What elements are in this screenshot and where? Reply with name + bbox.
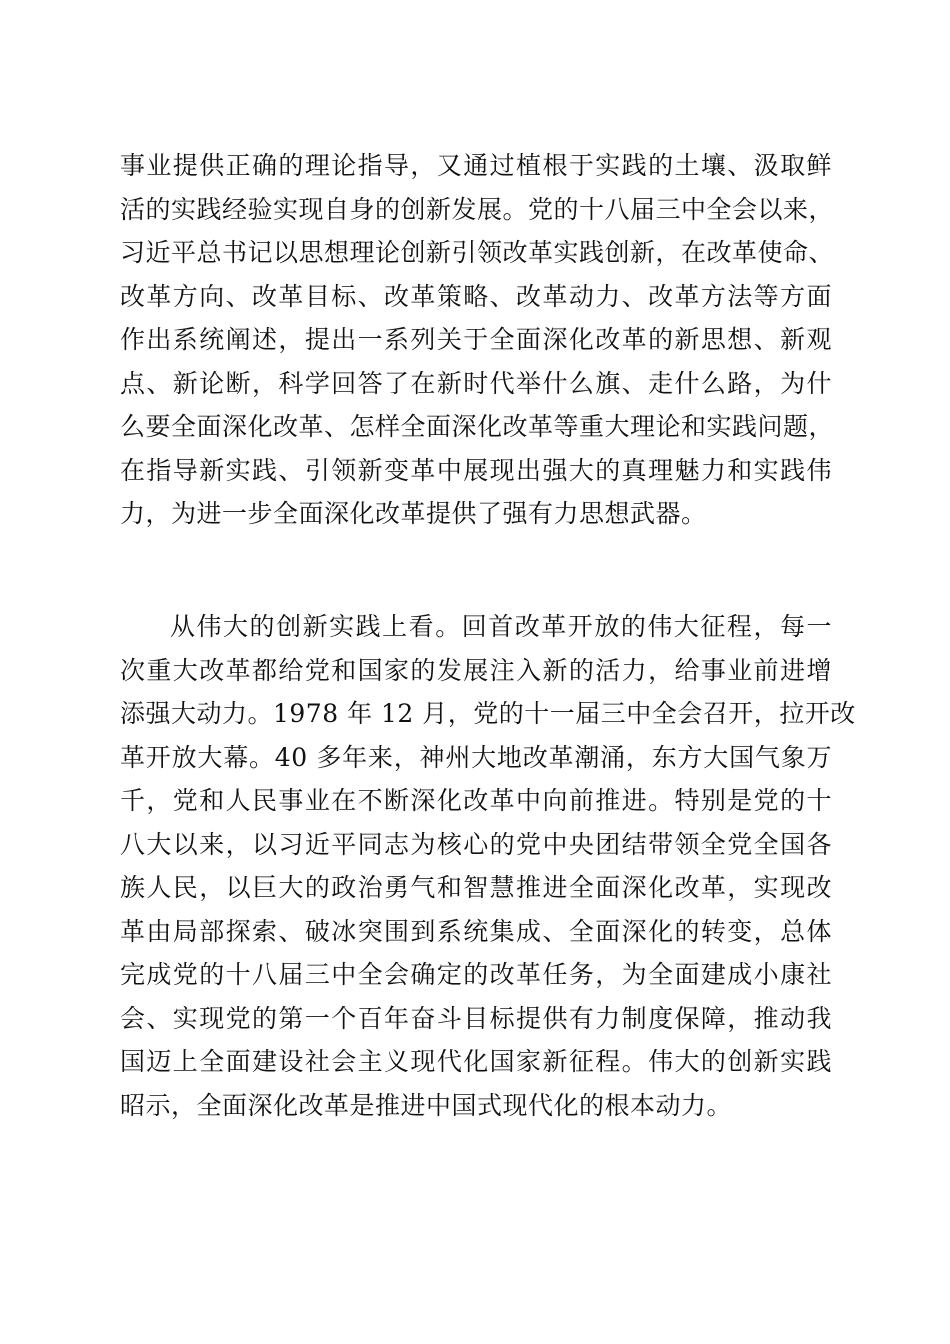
text-line: 事业提供正确的理论指导，又通过植根于实践的土壤、汲取鲜 [120, 151, 832, 180]
text-line: 作出系统阐述，提出一系列关于全面深化改革的新思想、新观 [120, 325, 832, 354]
paragraph-theory [120, 144, 835, 536]
text-line: 么要全面深化改革、怎样全面深化改革等重大理论和实践问题， [120, 412, 835, 441]
text-line: 昭示，全面深化改革是推进中国式现代化的根本动力。 [120, 1090, 733, 1120]
text-line: 力，为进一步全面深化改革提供了强有力思想武器。 [120, 499, 707, 528]
text-line: 在指导新实践、引领新变革中展现出强大的真理魅力和实践伟 [120, 455, 832, 485]
text-line: 改革方向、改革目标、改革策略、改革动力、改革方法等方面 [120, 281, 832, 311]
text-line: 国迈上全面建设社会主义现代化国家新征程。伟大的创新实践 [120, 1047, 832, 1076]
text-line: 添强大动力。1978 年 12 月，党的十一届三中全会召开，拉开改 [120, 699, 856, 728]
text-line: 革由局部探索、破冰突围到系统集成、全面深化的转变，总体 [120, 916, 832, 946]
text-line: 革开放大幕。40 多年来，神州大地改革潮涌，东方大国气象万 [120, 742, 832, 772]
paragraph-practice [120, 605, 856, 1127]
text-line: 习近平总书记以思想理论创新引领改革实践创新，在改革使命、 [120, 238, 835, 267]
text-line: 会、实现党的第一个百年奋斗目标提供有力制度保障，推动我 [120, 1003, 832, 1033]
text-line: 族人民，以巨大的政治勇气和智慧推进全面深化改革，实现改 [120, 873, 832, 902]
text-line: 活的实践经验实现自身的创新发展。党的十八届三中全会以来， [120, 194, 835, 224]
text-line: 次重大改革都给党和国家的发展注入新的活力，给事业前进增 [120, 655, 832, 685]
text-line: 完成党的十八届三中全会确定的改革任务，为全面建成小康社 [120, 960, 832, 989]
text-line: 从伟大的创新实践上看。回首改革开放的伟大征程，每一 [170, 612, 832, 641]
text-line: 八大以来，以习近平同志为核心的党中央团结带领全党全国各 [120, 829, 832, 859]
text-line: 千，党和人民事业在不断深化改革中向前推进。特别是党的十 [120, 786, 832, 815]
text-line: 点、新论断，科学回答了在新时代举什么旗、走什么路，为什 [120, 368, 832, 398]
